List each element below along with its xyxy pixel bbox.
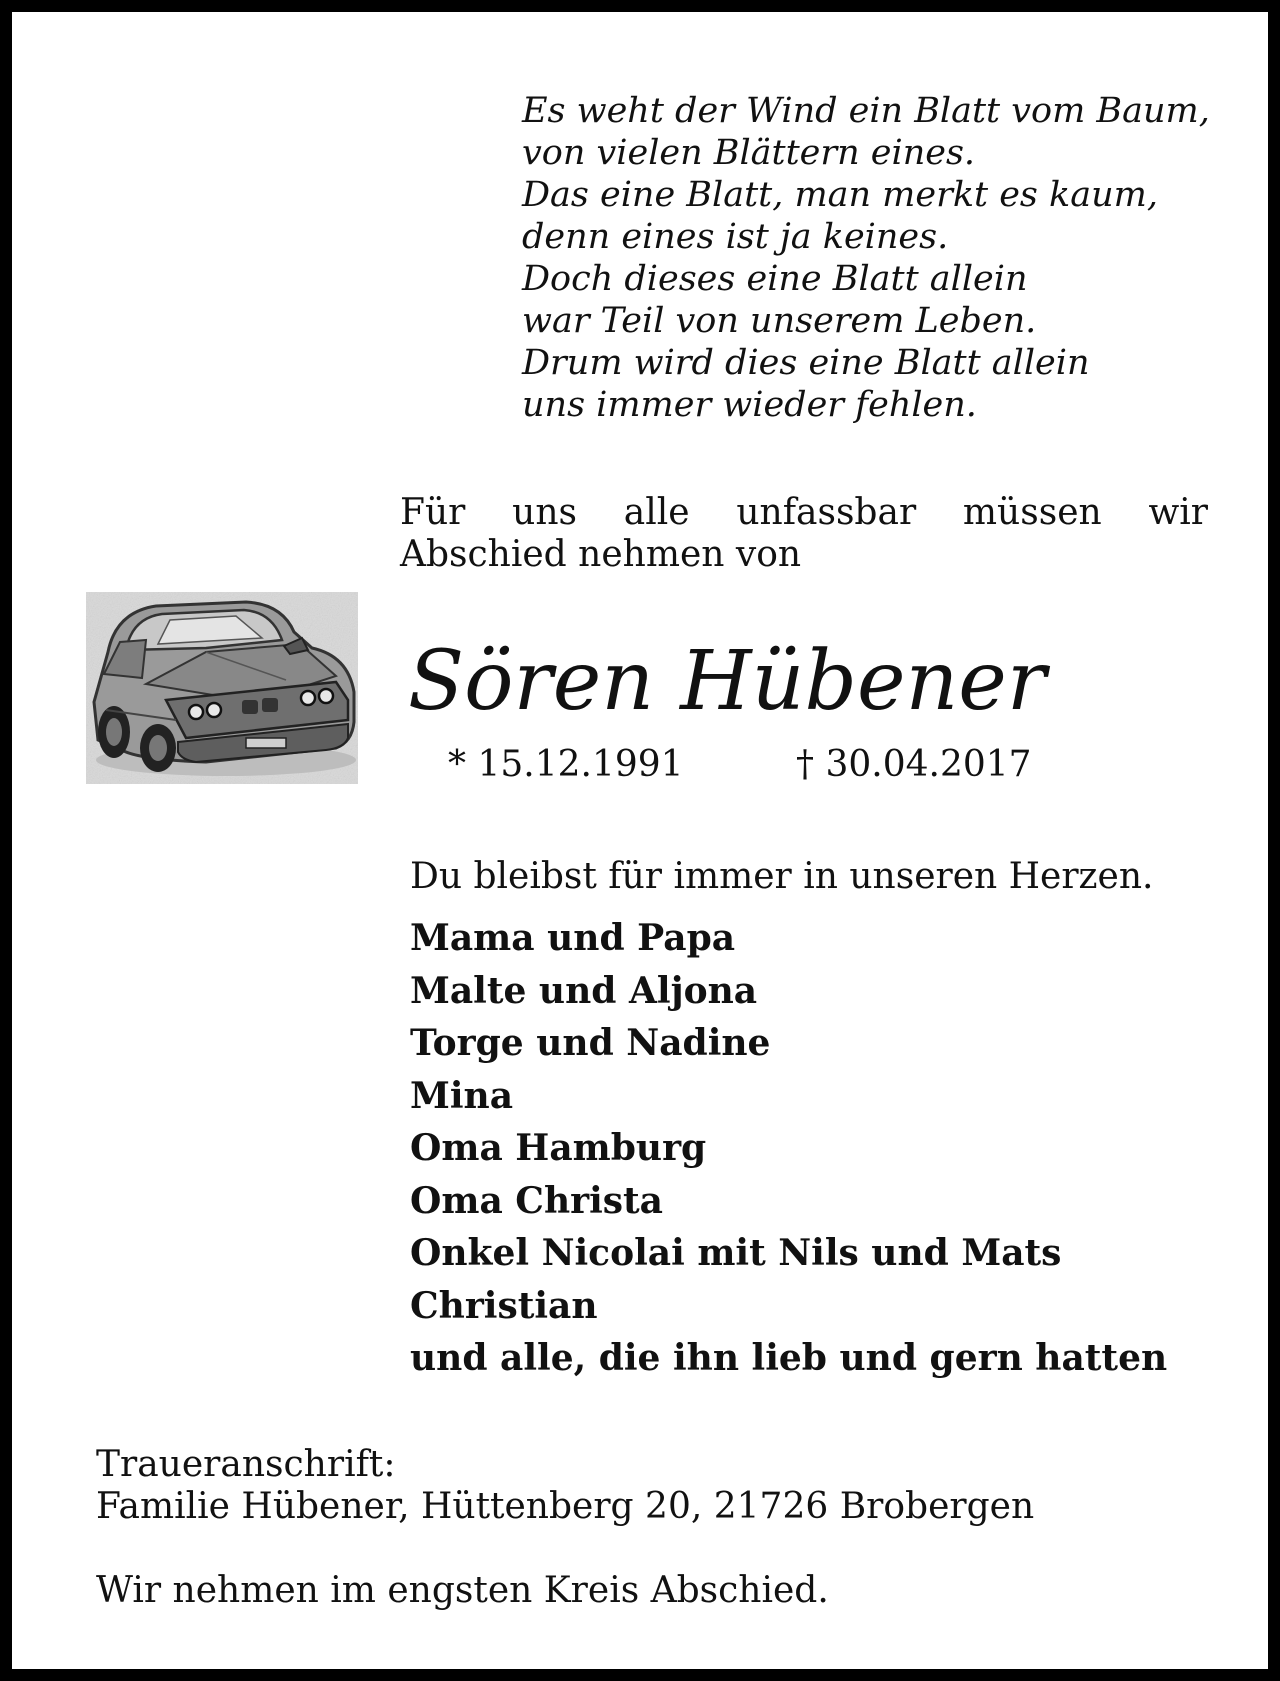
deceased-name: Sören Hübener: [408, 634, 1047, 729]
intro-line: Abschied nehmen von: [400, 534, 802, 575]
mourner-item: Oma Hamburg: [410, 1127, 707, 1169]
mourner-item: Mina: [410, 1074, 514, 1117]
poem-line: Doch dieses eine Blatt allein: [522, 259, 1028, 299]
mourning-address: [96, 1444, 1034, 1528]
intro-line: Für uns alle unfassbar müssen wir: [400, 492, 1208, 533]
poem-line: war Teil von unserem Leben.: [522, 301, 1037, 341]
mourner-item: und alle, die ihn lieb und gern hatten: [410, 1337, 1168, 1379]
poem-line: von vielen Blättern eines.: [522, 133, 976, 173]
closing-note: Wir nehmen im engsten Kreis Abschied.: [96, 1570, 829, 1611]
mourner-item: Christian: [410, 1284, 598, 1327]
poem-line: Drum wird dies eine Blatt allein: [522, 343, 1090, 383]
address-value: Familie Hübener, Hüttenberg 20, 21726 Brobergen: [96, 1486, 1035, 1527]
mourner-item: Malte und Aljona: [410, 969, 758, 1012]
address-label: Traueranschrift:: [96, 1444, 396, 1485]
death-date: † 30.04.2017: [796, 744, 1032, 785]
poem-line: Das eine Blatt, man merkt es kaum,: [522, 175, 1158, 215]
mourners-list: [410, 912, 1167, 1385]
poem: [522, 90, 1210, 426]
poem-line: uns immer wieder fehlen.: [522, 385, 977, 425]
mourner-item: Torge und Nadine: [410, 1022, 771, 1064]
intro-text: [400, 492, 1208, 576]
poem-line: denn eines ist ja keines.: [522, 217, 949, 257]
poem-line: Es weht der Wind ein Blatt vom Baum,: [522, 91, 1210, 131]
mourner-item: Oma Christa: [410, 1179, 664, 1222]
birth-date: * 15.12.1991: [448, 744, 684, 785]
mourner-item: Onkel Nicolai mit Nils und Mats: [410, 1232, 1062, 1274]
mourner-item: Mama und Papa: [410, 917, 736, 959]
car-drawing-icon: [86, 592, 358, 784]
closing-line: Du bleibst für immer in unseren Herzen.: [410, 856, 1154, 897]
